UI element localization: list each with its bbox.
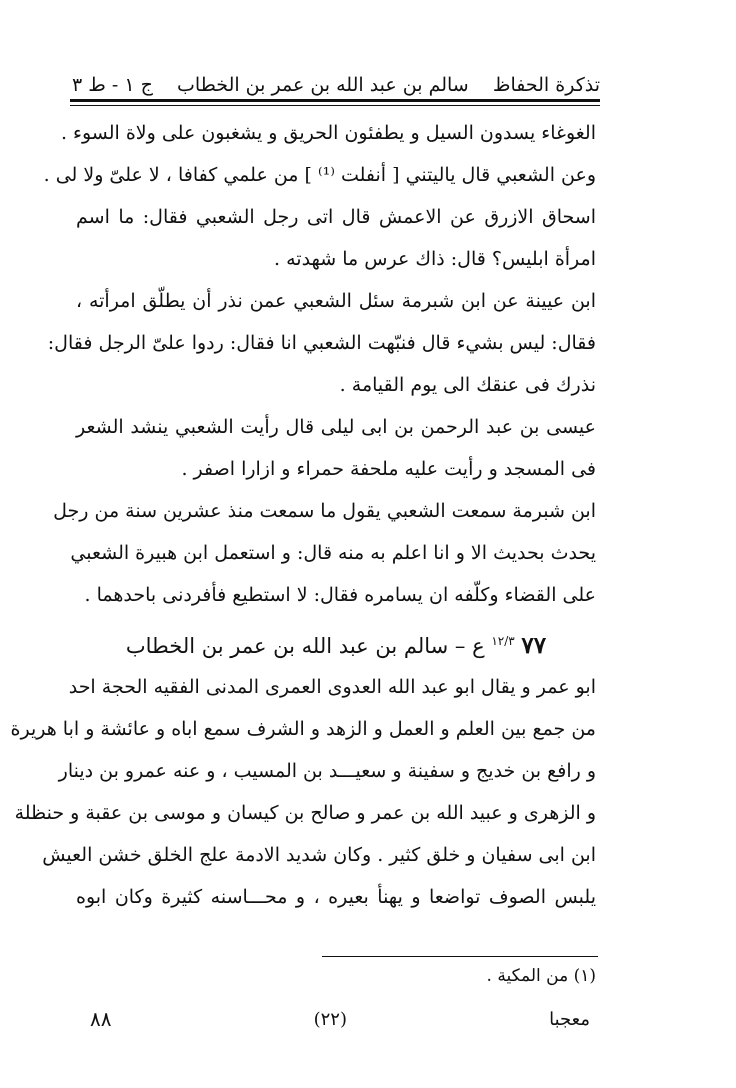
sheet-number: (٢٢)	[313, 1008, 348, 1030]
text-line: ابن ابى سفيان و خلق كثير . وكان شديد الادمة علج الخلق خشن العيش	[42, 844, 596, 866]
header-rule-thick	[70, 99, 600, 102]
text-line: ابن شبرمة سمعت الشعبي يقول ما سمعت منذ عشرين سنة من رجل	[53, 500, 596, 522]
text-line: الغوغاء يسدون السيل و يطفئون الحريق و يشغبون على ولاة السوء .	[60, 122, 596, 144]
text-line: فى المسجد و رأيت عليه ملحفة حمراء و ازارا اصفر .	[181, 458, 596, 480]
text-line: ابو عمر و يقال ابو عبد الله العدوى العمرى المدنى الفقيه الحجة احد	[68, 676, 596, 698]
text-line: اسحاق الازرق عن الاعمش قال اتى رجل الشعبي فقال: ما اسم	[76, 206, 596, 228]
text-line: فقال: ليس بشيء قال فنبّهت الشعبي انا فقال: ردوا علىّ الرجل فقال:	[47, 332, 596, 354]
section-heading	[76, 618, 596, 664]
running-title: سالم بن عبد الله بن عمر بن الخطاب	[177, 74, 469, 96]
text-line: من جمع بين العلم و العمل و الزهد و الشرف سمع اباه و عائشة و ابا هريرة	[10, 718, 596, 740]
text-line: نذرك فى عنقك الى يوم القيامة .	[339, 374, 596, 396]
running-header	[72, 56, 600, 96]
section-number: ٧٧	[521, 632, 547, 659]
text-line: على القضاء وكلّفه ان يسامره فقال: لا استطيع فأفردنى باحدهما .	[84, 584, 596, 606]
text-line: عيسى بن عبد الرحمن بن ابى ليلى قال رأيت الشعبي ينشد الشعر	[76, 416, 596, 438]
section-name: ع – سالم بن عبد الله بن عمر بن الخطاب	[125, 634, 485, 658]
page-number: ٨٨	[90, 1007, 112, 1031]
text-line: امرأة ابليس؟ قال: ذاك عرس ما شهدته .	[274, 248, 596, 270]
volume-reference: ج ١ - ط ٣	[72, 74, 153, 96]
text-line: و رافع بن خديج و سفينة و سعيـــد بن المسيب ، و عنه عمرو بن دينار	[58, 760, 596, 782]
page-footer	[90, 1004, 590, 1034]
footnote: (١) من المكية .	[486, 966, 596, 986]
main-text	[10, 112, 596, 918]
footnote-rule	[322, 956, 598, 957]
text-line: يلبس الصوف تواضعا و يهنأ بعيره ، و محـــاسنه كثيرة وكان ابوه	[76, 886, 596, 908]
text-line: ابن عيينة عن ابن شبرمة سئل الشعبي عمن نذر أن يطلّق امرأته ،	[76, 290, 596, 312]
signature-mark: معجبا	[549, 1008, 590, 1030]
text-line: يحدث بحديث الا و انا اعلم به منه قال: و استعمل ابن هبيرة الشعبي	[70, 542, 596, 564]
section-fraction: ١٢/٣	[491, 634, 515, 648]
text-line: وعن الشعبي قال ياليتني [ أنفلت ⁽¹⁾ ] من علمي كفافا ، لا علىّ ولا لى .	[43, 164, 596, 186]
text-line: و الزهرى و عبيد الله بن عمر و صالح بن كيسان و موسى بن عقبة و حنظلة	[14, 802, 596, 824]
book-title: تذكرة الحفاظ	[492, 74, 600, 96]
header-rule-thin	[70, 105, 600, 106]
